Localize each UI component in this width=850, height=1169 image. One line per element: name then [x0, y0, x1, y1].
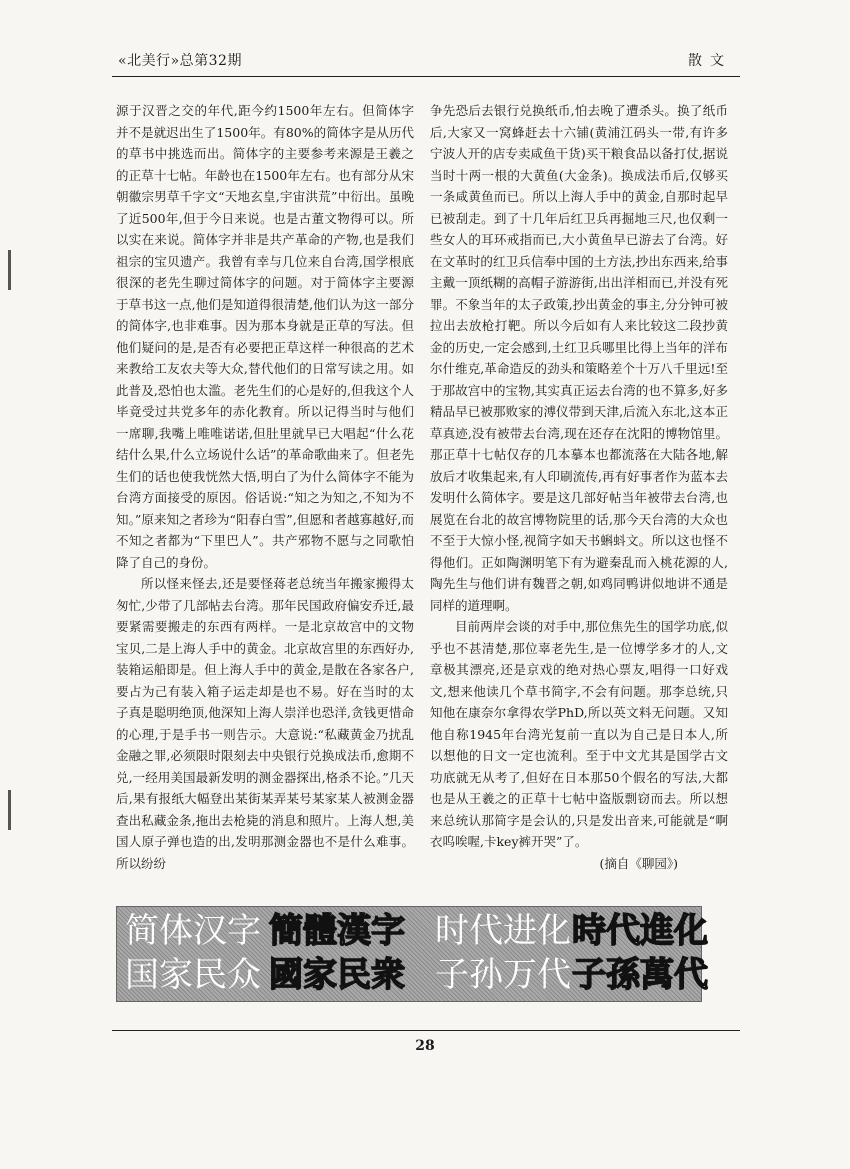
article-paragraph: 所以怪来怪去,还是要怪蒋老总统当年搬家搬得太匆忙,少带了几部帖去台湾。那年民国政府偏安乔迁,最要紧需要搬走的东西有两样。一是北京故宫中的文物宝贝,二是上海人手中的黄金。北京故宫里的东西好办,装箱运船即是。但上海人手中的黄金,是散在各家各户,要占为己有装入箱子运走却是也不易。好在当时的太子真是聪明绝顶,他深知上海人崇洋也恐洋,贪钱更惜命的心理,于是手书一则告示。大意说:“私藏黄金乃扰乱金融之罪,必须限时限刻去中央银行兑换成法币,愈期不兑,一经用美国最新发明的测金器探出,格杀不论。”几天后,果有报纸大幅登出某街某弄某号某家某人被测金器查出私藏金条,拖出去枪毙的消息和照片。上海人想,美国人原子弹也造的出,发明那测金器也不是什么难事。所以纷纷	[116, 576, 414, 871]
banner-traditional-text: 國家民衆	[269, 955, 405, 995]
article-paragraph: 争先恐后去银行兑换纸币,怕去晚了遭杀头。换了纸币后,大家又一窝蜂赶去十六铺(黄浦江码头一带,有许多宁波人开的店专卖咸鱼干货)买干粮食品以备打仗,据说当时十两一根的大黄鱼(大金条)。换成法币后,仅够买一条咸黄鱼而已。所以上海人手中的黄金,自那时起早已被刮走。到了十几年后红卫兵再掘地三尺,也仅剩一些女人的耳环戒指而已,大小黄鱼早已游去了台湾。好在文革时的红卫兵信奉中国的土方法,抄出东西来,给事主戴一顶纸糊的高帽子游游街,出出洋相而已,并没有死罪。不象当年的太子政策,抄出黄金的事主,分分钟可被拉出去放枪打靶。所以今后如有人来比较这二段抄黄金的历史,一定会感到,土红卫兵哪里比得上当年的洋布尔什维克,革命造反的劲头和策略差个十万八千里远!至于那故宫中的宝物,其实真正运去台湾的也不算多,好多精品早已被那败家的溥仪带到天津,后流入东北,这本正草真迹,没有被带去台湾,现在还存在沈阳的博物馆里。那正草十七帖仅存的几本摹本也都流落在大陆各地,解放后才收集起来,有人印刷流传,再有好事者作为蓝本去发明什么简体字。要是这几部好帖当年被带去台湾,也展览在台北的故宫博物院里的话,那今天台湾的大众也不至于大惊小怪,视简字如天书蝌蚪文。所以这也怪不得他们。正如陶渊明笔下有为避秦乱而入桃花源的人,陶先生与他们讲有魏晋之朝,如鸡同鸭讲似地讲不通是同样的道理啊。	[430, 103, 728, 613]
section-label: 散文	[688, 53, 732, 69]
article-right-column	[430, 100, 728, 874]
banner-simplified-text: 简体汉字	[125, 911, 261, 951]
characters-banner	[116, 906, 708, 1002]
banner-traditional-text: 時代進化	[572, 911, 708, 951]
footer-divider	[112, 1030, 740, 1031]
banner-traditional-text: 子孫萬代	[572, 955, 708, 995]
banner-simplified-text: 国家民众	[125, 955, 261, 995]
article-source: (摘自《聊园》)	[599, 855, 678, 871]
binding-mark	[8, 250, 11, 290]
publication-title: «北美行»总第32期	[118, 53, 242, 69]
header-divider	[112, 76, 740, 77]
banner-traditional-text: 簡體漢字	[269, 911, 405, 951]
page-number: 28	[415, 1038, 435, 1054]
article-paragraph: 目前两岸会谈的对手中,那位焦先生的国学功底,似乎也不甚清楚,那位辜老先生,是一位博学多才的人,文章极其漂亮,还是京戏的绝对热心票友,唱得一口好戏文,想来他读几个草书简字,不会有问题。那李总统,只知他在康奈尔拿得农学PhD,所以英文料无问题。又知他自称1945年台湾光复前一直以为自己是日本人,所以想他的日文一定也流利。至于中文尤其是国学古文功底就无从考了,但好在日本那50个假名的写法,大都也是从王羲之的正草十七帖中盗版剽窃而去。所以想来总统认那简字是会认的,只是发出音来,可能就是“啊衣呜唉喔,卡key裤开哭”了。	[430, 619, 728, 849]
banner-simplified-text: 时代进化	[435, 911, 571, 951]
banner-simplified-text: 子孙万代	[435, 955, 571, 995]
binding-mark	[8, 790, 11, 830]
article-left-column	[116, 100, 414, 874]
article-paragraph: 源于汉晋之交的年代,距今约1500年左右。但简体字并不是就迟出生了1500年。有80%的简体字是从历代的草书中挑选而出。简体字的主要参考来源是王羲之的正草十七帖。年龄也在1500年左右。也有部分从宋朝徽宗男草千字文“天地玄皇,宇宙洪荒”中衍出。虽晚了近500年,但于今日来说。也是古董文物得可以。所以实在来说。简体字并非是共产革命的产物,也是我们祖宗的宝贝遗产。我曾有幸与几位来自台湾,国学根底很深的老先生聊过简体字的问题。对于简体字主要源于草书这一点,他们是知道得很清楚,他们认为这一部分的简体字,也非难事。因为那本身就是正草的写法。但他们疑问的是,是否有必要把正草这样一种很高的艺术来教给工友农夫等大众,替代他们的日常写读之用。如此普及,恐怕也太滥。老先生们的心是好的,但我这个人毕竟受过共党多年的赤化教育。所以记得当时与他们一席聊,我嘴上唯唯诺诺,但肚里就早已大唱起“什么花结什么果,什么立场说什么话”的革命歌曲来了。但老先生们的话也使我恍然大悟,明白了为什么简体字不能为台湾方面接受的原因。俗话说:“知之为知之,不知为不知。”原来知之者珍为“阳春白雪”,但愿和者越寡越好,而不知之者都为“下里巴人”。共产邪物不愿与之同歌怕降了自己的身份。	[116, 103, 414, 570]
